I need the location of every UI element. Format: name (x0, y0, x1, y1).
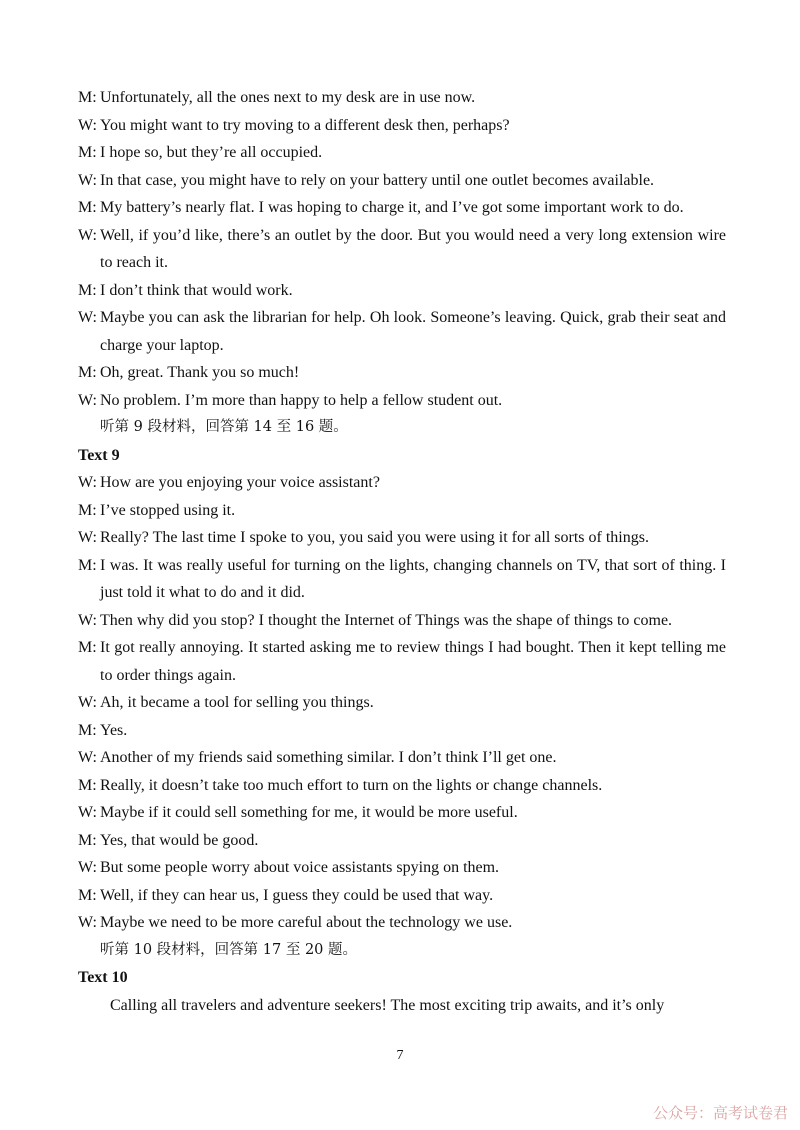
document-content (78, 84, 726, 1019)
watermark: 公众号：高考试卷君 (652, 1104, 788, 1122)
dialogue-line (78, 607, 726, 635)
speaker-label: W: (78, 116, 97, 134)
dialogue-line (78, 772, 726, 800)
dialogue-text: Yes. (100, 721, 128, 739)
dialogue-text: Yes, that would be good. (100, 831, 259, 849)
dialogue-line (78, 277, 726, 305)
dialogue-line (78, 84, 726, 112)
dialogue-line (78, 167, 726, 195)
dialogue-text: But some people worry about voice assistants spying on them. (100, 859, 500, 876)
speaker-label: M: (78, 501, 97, 519)
dialogue-text: My battery’s nearly flat. I was hoping to charge it, and I’ve got some important work to do. (100, 199, 684, 216)
dialogue-line (78, 634, 726, 689)
dialogue-line (78, 497, 726, 525)
dialogue-line (78, 689, 726, 717)
speaker-label: W: (78, 474, 97, 491)
speaker-label: M: (78, 639, 97, 656)
speaker-label: M: (78, 776, 97, 794)
speaker-label: W: (78, 804, 97, 821)
dialogue-text: Another of my friends said something similar. I don’t think I’ll get one. (100, 749, 557, 766)
speaker-label: M: (78, 831, 97, 849)
monologue-paragraph: Calling all travelers and adventure seekers! The most exciting trip awaits, and it’s only (110, 996, 665, 1014)
listening-instruction-9: 听第 9 段材料，回答第 14 至 16 题。 (100, 419, 348, 435)
speaker-label: W: (78, 391, 97, 409)
dialogue-text: Really? The last time I spoke to you, you said you were using it for all sorts of things. (100, 529, 649, 546)
dialogue-line (78, 524, 726, 552)
dialogue-line (78, 304, 726, 359)
dialogue-text9 (78, 469, 726, 937)
dialogue-line (78, 882, 726, 910)
dialogue-text: I don’t think that would work. (100, 281, 293, 299)
speaker-label: W: (78, 859, 97, 876)
speaker-label: W: (78, 914, 97, 931)
dialogue-text: Really, it doesn’t take too much effort to turn on the lights or change channels. (100, 776, 603, 794)
page-number: 7 (396, 1048, 404, 1063)
speaker-label: M: (78, 364, 97, 381)
dialogue-line (78, 359, 726, 387)
dialogue-line (78, 387, 726, 415)
speaker-label: M: (78, 281, 97, 299)
speaker-label: M: (78, 886, 97, 904)
dialogue-text: Unfortunately, all the ones next to my desk are in use now. (100, 89, 476, 106)
dialogue-text: I was. It was really useful for turning on the lights, changing channels on TV, that sort of thing. I just told it what to do and it did. (100, 556, 726, 601)
speaker-label: W: (78, 749, 97, 766)
speaker-label: W: (78, 309, 97, 326)
dialogue-text: Oh, great. Thank you so much! (100, 364, 300, 381)
dialogue-line (78, 717, 726, 745)
dialogue-line (78, 744, 726, 772)
dialogue-line (78, 552, 726, 607)
dialogue-text: It got really annoying. It started asking me to review things I had bought. Then it kept telling me to order things again. (100, 639, 726, 684)
dialogue-text: You might want to try moving to a different desk then, perhaps? (100, 116, 510, 134)
dialogue-text: Then why did you stop? I thought the Internet of Things was the shape of things to come. (100, 611, 673, 629)
dialogue-text: No problem. I’m more than happy to help a fellow student out. (100, 391, 503, 409)
dialogue-text: I’ve stopped using it. (100, 501, 236, 519)
dialogue-line (78, 222, 726, 277)
dialogue-line (78, 112, 726, 140)
speaker-label: M: (78, 144, 97, 161)
dialogue-text: How are you enjoying your voice assistant? (100, 474, 380, 491)
dialogue-line (78, 827, 726, 855)
section-heading-text10: Text 10 (78, 969, 128, 986)
speaker-label: M: (78, 556, 97, 574)
speaker-label: W: (78, 694, 97, 711)
dialogue-text: Maybe we need to be more careful about the technology we use. (100, 914, 513, 931)
dialogue-text: Well, if they can hear us, I guess they could be used that way. (100, 886, 494, 904)
dialogue-line (78, 854, 726, 882)
dialogue-line (78, 799, 726, 827)
dialogue-text: In that case, you might have to rely on your battery until one outlet becomes available. (100, 171, 655, 189)
dialogue-text: Maybe if it could sell something for me, it would be more useful. (100, 804, 518, 821)
speaker-label: W: (78, 611, 97, 629)
dialogue-line (78, 469, 726, 497)
speaker-label: M: (78, 721, 97, 739)
section-heading-text9: Text 9 (78, 446, 120, 464)
speaker-label: W: (78, 226, 97, 244)
dialogue-line (78, 139, 726, 167)
dialogue-line (78, 909, 726, 937)
dialogue-line (78, 194, 726, 222)
speaker-label: M: (78, 199, 97, 216)
dialogue-text: Ah, it became a tool for selling you things. (100, 694, 374, 711)
speaker-label: M: (78, 89, 97, 106)
dialogue-text: I hope so, but they’re all occupied. (100, 144, 323, 161)
dialogue-part1 (78, 84, 726, 414)
listening-instruction-10: 听第 10 段材料，回答第 17 至 20 题。 (100, 941, 358, 958)
speaker-label: W: (78, 529, 97, 546)
dialogue-text: Maybe you can ask the librarian for help. Oh look. Someone’s leaving. Quick, grab their seat and charge your laptop. (100, 309, 726, 354)
speaker-label: W: (78, 171, 97, 189)
dialogue-text: Well, if you’d like, there’s an outlet by the door. But you would need a very long extension wire to reach it. (100, 226, 726, 271)
